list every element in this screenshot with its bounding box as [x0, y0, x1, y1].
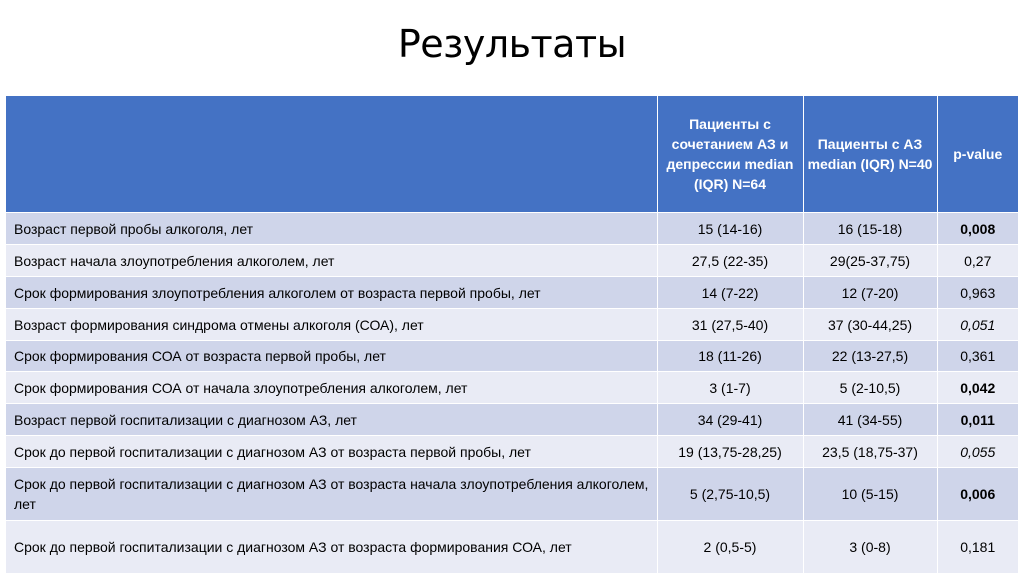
value-group-az-depression: 18 (11-26)	[657, 341, 803, 372]
value-group-az: 37 (30-44,25)	[803, 309, 937, 341]
value-group-az-depression: 14 (7-22)	[657, 277, 803, 309]
p-value: 0,055	[937, 436, 1018, 468]
value-group-az: 16 (15-18)	[803, 213, 937, 245]
table-row	[6, 277, 1018, 309]
row-label: Возраст начала злоупотребления алкоголем, лет	[6, 245, 657, 277]
header-p-value: p-value	[937, 96, 1018, 213]
value-group-az-depression: 31 (27,5-40)	[657, 309, 803, 341]
value-group-az-depression: 34 (29-41)	[657, 404, 803, 436]
p-value: 0,27	[937, 245, 1018, 277]
p-value: 0,963	[937, 277, 1018, 309]
table-row	[6, 309, 1018, 341]
table-header-row	[6, 96, 1018, 213]
results-table	[6, 96, 1018, 573]
header-group-az-depression: Пациенты с сочетанием АЗ и депрессии median (IQR) N=64	[657, 96, 803, 213]
row-label: Срок до первой госпитализации с диагнозом АЗ от возраста первой пробы, лет	[6, 436, 657, 468]
value-group-az-depression: 15 (14-16)	[657, 213, 803, 245]
p-value: 0,011	[937, 404, 1018, 436]
value-group-az: 23,5 (18,75-37)	[803, 436, 937, 468]
table-row	[6, 404, 1018, 436]
header-empty	[6, 96, 657, 213]
table-row	[6, 436, 1018, 468]
header-group-az: Пациенты с АЗ median (IQR) N=40	[803, 96, 937, 213]
row-label: Возраст формирования синдрома отмены алкоголя (СОА), лет	[6, 309, 657, 341]
value-group-az: 41 (34-55)	[803, 404, 937, 436]
table-row	[6, 372, 1018, 404]
value-group-az-depression: 2 (0,5-5)	[657, 521, 803, 574]
p-value: 0,006	[937, 468, 1018, 521]
value-group-az: 10 (5-15)	[803, 468, 937, 521]
row-label: Срок формирования СОА от возраста первой пробы, лет	[6, 341, 657, 372]
row-label: Срок формирования злоупотребления алкоголем от возраста первой пробы, лет	[6, 277, 657, 309]
row-label: Срок до первой госпитализации с диагнозом АЗ от возраста начала злоупотребления алкоголем, лет	[6, 468, 657, 521]
row-label: Срок формирования СОА от начала злоупотребления алкоголем, лет	[6, 372, 657, 404]
value-group-az-depression: 5 (2,75-10,5)	[657, 468, 803, 521]
table-body	[6, 213, 1018, 574]
value-group-az-depression: 3 (1-7)	[657, 372, 803, 404]
table-row	[6, 521, 1018, 574]
p-value: 0,361	[937, 341, 1018, 372]
table-row	[6, 245, 1018, 277]
p-value: 0,181	[937, 521, 1018, 574]
row-label: Возраст первой пробы алкоголя, лет	[6, 213, 657, 245]
table-row	[6, 468, 1018, 521]
value-group-az: 12 (7-20)	[803, 277, 937, 309]
value-group-az-depression: 27,5 (22-35)	[657, 245, 803, 277]
value-group-az: 22 (13-27,5)	[803, 341, 937, 372]
table-row	[6, 213, 1018, 245]
p-value: 0,008	[937, 213, 1018, 245]
value-group-az: 29(25-37,75)	[803, 245, 937, 277]
value-group-az-depression: 19 (13,75-28,25)	[657, 436, 803, 468]
value-group-az: 5 (2-10,5)	[803, 372, 937, 404]
slide-title: Результаты	[397, 22, 627, 66]
p-value: 0,051	[937, 309, 1018, 341]
row-label: Срок до первой госпитализации с диагнозом АЗ от возраста формирования СОА, лет	[6, 521, 657, 574]
row-label: Возраст первой госпитализации с диагнозом АЗ, лет	[6, 404, 657, 436]
p-value: 0,042	[937, 372, 1018, 404]
table-row	[6, 341, 1018, 372]
value-group-az: 3 (0-8)	[803, 521, 937, 574]
